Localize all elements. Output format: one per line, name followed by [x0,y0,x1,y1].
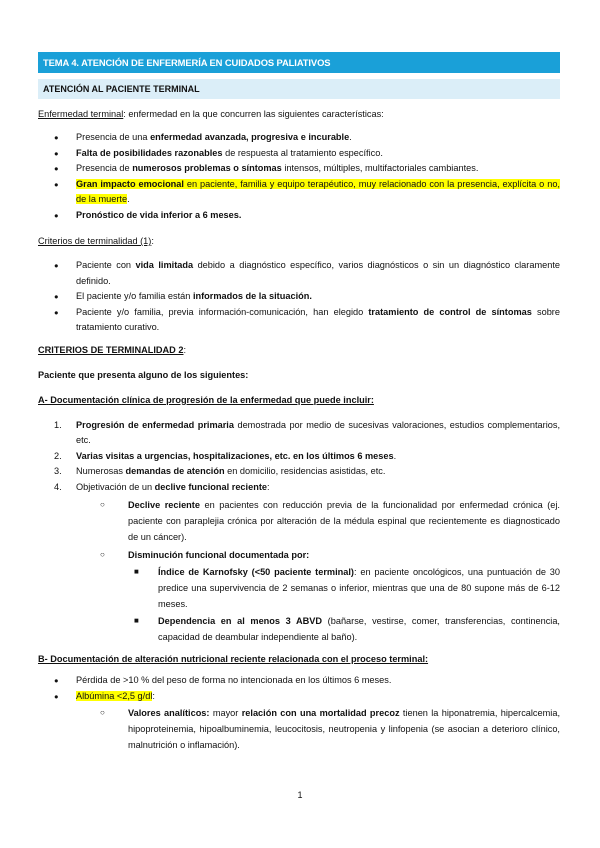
section-b-list [38,673,560,704]
features-list [38,130,560,223]
section-a-list [38,418,560,496]
list-item: 1. Progresión de enfermedad primaria demostrada por medio de sucesivas valoraciones, estudios complementarios, etc. [54,419,560,445]
criteria-2-intro: Paciente que presenta alguno de los siguientes: [38,369,249,380]
list-item: 2. Varias visitas a urgencias, hospitalizaciones, etc. en los últimos 6 meses. [54,450,397,461]
criteria-1-heading: Criterios de terminalidad (1): [38,236,154,246]
list-item: ● Presencia de una enfermedad avanzada, progresiva e incurable. [38,130,560,146]
sub-sub-item-karnofsky: ■ Índice de Karnofsky (<50 paciente terminal): en paciente oncológicos, una puntuación de 30 predice una supervivencia de 2 semanas o inferior, mientras que una de 80 supone más de 6-12 meses. [38,564,560,612]
definition-paragraph: Enfermedad terminal: enfermedad en la que concurren las siguientes características: [38,109,384,119]
section-b-heading: B- Documentación de alteración nutricional reciente relacionada con el proceso terminal: [38,654,429,664]
sub-item-disminucion: ○ Disminución funcional documentada por: [38,547,560,563]
criteria-1-list [38,258,560,336]
sub-sub-item-abvd: ■ Dependencia en al menos 3 ABVD (bañarse, vestirse, comer, transferencias, continencia, capacidad de deambular independiente al baño). [38,613,560,645]
list-item: 3. Numerosas demandas de atención en domicilio, residencias asistidas, etc. [54,466,386,476]
chapter-banner: TEMA 4. ATENCIÓN DE ENFERMERÍA EN CUIDADOS PALIATIVOS [38,52,560,73]
sub-item-analiticos: ○ Valores analíticos: mayor relación con una mortalidad precoz tienen la hiponatremia, hipercalcemia, hipoproteinemia, hipoalbuminemia, leucocitosis, neutropenia y linfopenia (se asocian a deterioro clínico, malnutrición o inflamación). [38,705,560,753]
page-number: 1 [297,790,303,800]
list-item: ● Presencia de numerosos problemas o síntomas intensos, múltiples, multifactoriales cambiantes. [38,161,560,177]
definition-term: Enfermedad terminal [38,109,124,119]
list-item: ● El paciente y/o familia están informados de la situación. [38,289,560,305]
list-item-highlighted: ● Albúmina <2,5 g/dl: [38,689,560,705]
sub-item-declive: ○ Declive reciente en pacientes con reducción previa de la funcionalidad por enfermedad crónica (ej. paciente con paraplejia crónica por alteración de la médula espinal que recientemente es diagnosticado de un cáncer). [38,497,560,545]
list-item: ● Paciente y/o familia, previa información-comunicación, han elegido tratamiento de control de síntomas sobre tratamiento curativo. [38,305,560,336]
list-item: ● Falta de posibilidades razonables de respuesta al tratamiento específico. [38,146,560,162]
document-page [38,52,560,753]
criteria-2-heading: CRITERIOS DE TERMINALIDAD 2: [38,344,187,355]
section-a-heading: A- Documentación clínica de progresión de la enfermedad que puede incluir: [38,394,374,405]
list-item-highlighted: ● Gran impacto emocional en paciente, familia y equipo terapéutico, muy relacionado con la presencia, explícita o no, de la muerte. [38,177,560,208]
list-item: ● Paciente con vida limitada debido a diagnóstico específico, varios diagnósticos o sin un diagnóstico claramente definido. [38,258,560,289]
section-subheading: ATENCIÓN AL PACIENTE TERMINAL [38,79,560,99]
list-item: ● Pérdida de >10 % del peso de forma no intencionada en los últimos 6 meses. [38,673,560,689]
list-item: ● Pronóstico de vida inferior a 6 meses. [38,208,560,224]
list-item: 4. Objetivación de un declive funcional reciente: [54,481,270,492]
